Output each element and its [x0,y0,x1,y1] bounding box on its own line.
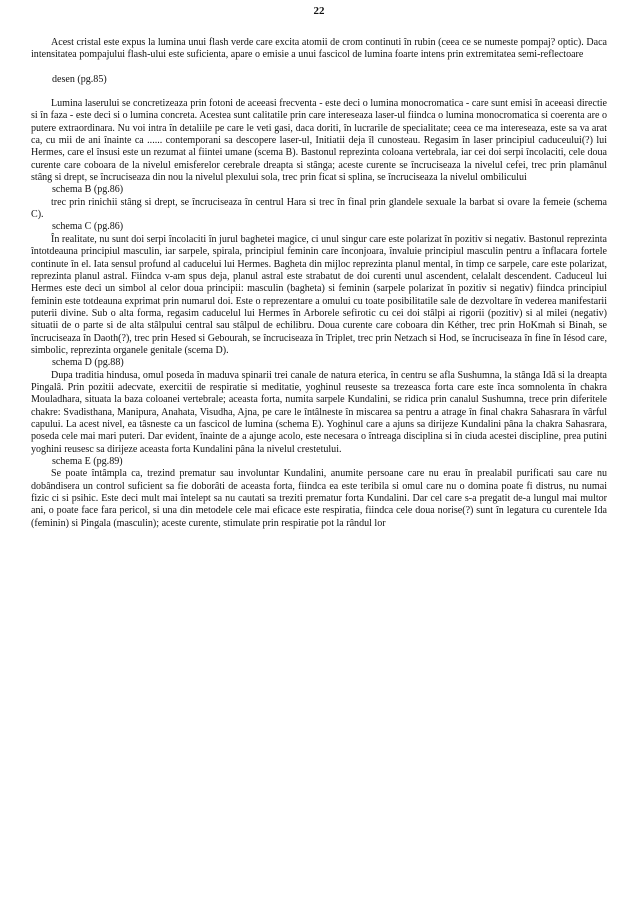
paragraph-spacer [31,62,607,74]
figure-reference: schema B (pg.86) [52,184,124,196]
paragraph-spacer [31,86,607,98]
body-text [31,37,607,530]
paragraph: Lumina laserului se concretizeaza prin fotoni de aceeasi frecventa - este deci o lumina monocromatica - care sunt emisi în aceeasi directie si în faza - este deci si o lumina concreta. Acestea sunt calitatile prin care intereseaza laser-ul fiindca o lumina monocromatica si coerenta are o putere extraordinara. Nu voi intra în detaliile pe care le veti gasi, daca doriti, în lucrarile de specialitate; ceea ce ma intereseaza, este sa va arat ca, cu mii de ani înainte ca ...... contemporani sa descopere laser-ul, Initiatii deja îl cunosteau. Regasim în laser principiul caduceului(?) lui Hermes, care el însusi este un rezumat al fiintei umane (scema B). Bastonul reprezinta coloana vertebrala, iar cei doi serpi încolaciti, cele doua curente care coboara de la nivelul emisferelor cerebrale dreapta si stânga; aceste curente se încruciseaza la nivelul cefei, trec prin plamânul stâng si drept, se încruciseaza din nou la nivelul plexului sola, trec prin ficat si splina, se încruciseaza la nivelul ombilicului [31,98,607,184]
paragraph: În realitate, nu sunt doi serpi încolaciti în jurul baghetei magice, ci unul singur care este polarizat în pozitiv si negativ. Bastonul reprezinta întotdeauna principiul masculin, iar sarpele, spirala, principiul feminin care înconjoara, învaluie principiul masculin pentru a înflacara fortele continute în el. Iata sensul profund al caducelui lui Hermes. Bagheta din mijloc reprezinta planul mental, în timp ce sarpele, care este polarizat, reprezinta planul astral. Fiindca v-am spus deja, planul astral este strabatut de doi curenti unul ascendent, celalalt descendent. Caduceul lui Hermes este deci un simbol al celor doua principii: masculin (bagheta) si feminin (sarpele polarizat în pozitiv si negativ) fiindca principiul feminin este totdeauna exprimat prin numarul doi. Este o reprezentare a omului cu toate posibilitatile sale de dezvoltare în vederea manifestarii puterii divine. Sub o alta forma, regasim caducelul lui Hermes în Arborele sefirotic cu cei doi stâlpi ai rigorii (pozitiv) si al milei (negativ) situatii de o parte si de alta stâlpului central sau stâlpul de echilibru. Doua curente care coboara din Kéther, trec prin HoKmah si Binah, se încruciseaza în Daoth(?), trec prin Hesed si Gebourah, se încruciseaza în Triplet, trec prin Netzach si Hod, se încruciseaza în fine în Iésod care, simbolic, reprezinta organele genitale (scema D). [31,233,607,356]
paragraph: Dupa traditia hindusa, omul poseda în maduva spinarii trei canale de natura eterica, în centru se afla Sushumna, la stânga Idâ si la dreapta Pingalâ. Prin pozitii adecvate, exercitii de respiratie si meditatie, yoghinul reuseste sa trezeasca forta care este înca somnolenta în chakra Mouladhara, situata la baza coloanei vertebrale; aceasta forta, numita sarpele Kundalini, se ridica prin canalul Sushumna, trece prin diferitele chakre: Svadisthana, Manipura, Anahata, Visudha, Ajna, pe care le întâlneste în miscarea sa pentru a atrage în final chakra Sahasrara în vârful capului. La acest nivel, ea tâsneste ca un fascicol de lumina (schema E). Yoghinul care a ajuns sa dirijeze Kundalini pâna la chakra Sahasrara, poseda cele mai mari puteri. Dar evident, înainte de a ajunge acolo, este necesara o întreaga disciplina si în ciuda acestei discipline, prea putini yoghini reusesc sa dirijeze aceasta forta Kundalini pâna la nivelul crestetului. [31,369,607,455]
paragraph: trec prin rinichii stâng si drept, se încruciseaza în centrul Hara si trec în final prin glandele sexuale la barbat si ovare la femeie (schema C). [31,196,607,221]
paragraph: Acest cristal este expus la lumina unui flash verde care excita atomii de crom continuti în rubin (ceea ce se numeste pompaj? optic). Daca intensitatea pompajului flash-ului este suficienta, apare o emisie a unui fascicol de lumina foarte intens prin extremitatea semi-reflectoare [31,37,607,61]
figure-reference: schema E (pg.89) [52,456,123,467]
figure-reference: desen (pg.85) [52,73,107,85]
figure-reference: schema D (pg.88) [52,357,124,369]
page-number: 22 [313,5,325,17]
figure-reference: schema C (pg.86) [52,221,124,233]
paragraph: Se poate întâmpla ca, trezind prematur sau involuntar Kundalini, anumite persoane care nu erau în prealabil purificati sau care nu dobândisera un control suficient sa fie doborâti de aceasta forta, fiindca ea este teribila si omul care nu o domina poate fi distrus, nu numai fizic ci si psihic. Este deci mult mai întelept sa nu cautati sa treziti prematur forta Kundalini. Dar cel care s-a pregatit de-a lungul mai multor ani, o poate face fara pericol, si una din metodele cele mai eficace este respiratia, fiindca cele doua norise(?) sunt în legatura cu curentele Ida (feminin) si Pingala (masculin); aceste curente, stimulate prin respiratie pot la rândul lor [31,468,607,529]
